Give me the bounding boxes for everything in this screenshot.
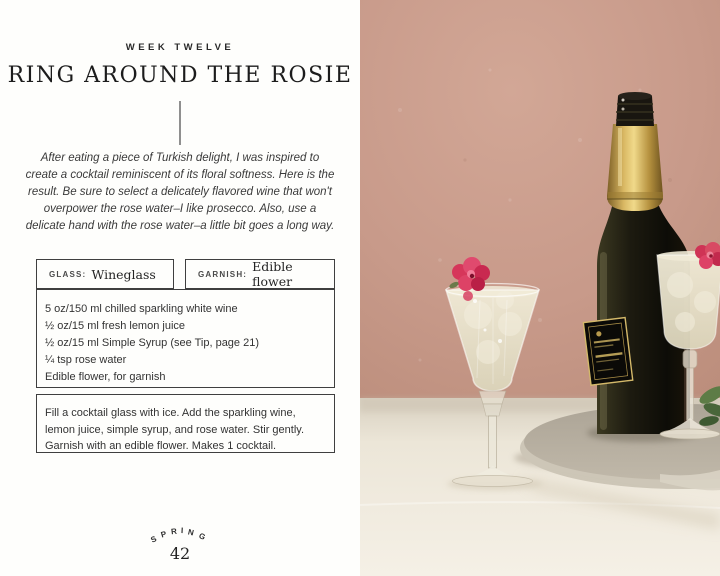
season-letter: R xyxy=(170,526,178,537)
season-arc xyxy=(150,526,210,544)
ingredients-box xyxy=(36,289,335,388)
ingredient-line: Edible flower, for garnish xyxy=(45,371,166,383)
season-letter: P xyxy=(159,529,168,540)
season-letter: S xyxy=(149,534,159,545)
bottle-cap xyxy=(616,92,654,126)
cocktail-photo xyxy=(360,0,720,576)
ingredient-line: ½ oz/15 ml fresh lemon juice xyxy=(45,320,186,332)
instructions-box xyxy=(36,394,335,453)
spec-row xyxy=(36,259,335,289)
ingredient-line: ½ oz/15 ml Simple Syrup (see Tip, page 21) xyxy=(45,337,259,349)
ingredient-line: ¼ tsp rose water xyxy=(45,354,127,366)
garnish-label: GARNISH: xyxy=(198,269,248,279)
season-letter: G xyxy=(197,531,207,542)
glass-label: GLASS: xyxy=(49,269,87,279)
glass-value: Wineglass xyxy=(91,266,156,282)
garnish-spec-box xyxy=(185,259,335,289)
vertical-divider xyxy=(179,101,181,145)
ingredient-line: 5 oz/150 ml chilled sparkling white wine xyxy=(45,303,238,315)
recipe-intro: After eating a piece of Turkish delight, I was inspired to create a cocktail reminiscent of its floral softness. Here is the result. Be sure to select a delicately flavored wine that won't overpower the rose water–I like prosecco. Also, use a delicate hand with the rose water–a little bit goes a long way. xyxy=(25,152,335,232)
photo-illustration xyxy=(360,0,720,576)
bottle-label xyxy=(583,318,632,386)
season-letter: N xyxy=(187,527,195,538)
page-number: 42 xyxy=(169,544,191,563)
season-letter: I xyxy=(180,525,184,536)
glass-spec-box xyxy=(36,259,174,289)
recipe-title: RING AROUND THE ROSIE xyxy=(7,63,353,88)
week-eyebrow: WEEK TWELVE xyxy=(125,42,235,53)
instructions-text: Fill a cocktail glass with ice. Add the sparkling wine, lemon juice, simple syrup, and rose water. Stir gently. Garnish with an edible flower. Makes 1 cocktail. xyxy=(45,407,305,452)
garnish-value: Edible flower xyxy=(252,259,293,289)
